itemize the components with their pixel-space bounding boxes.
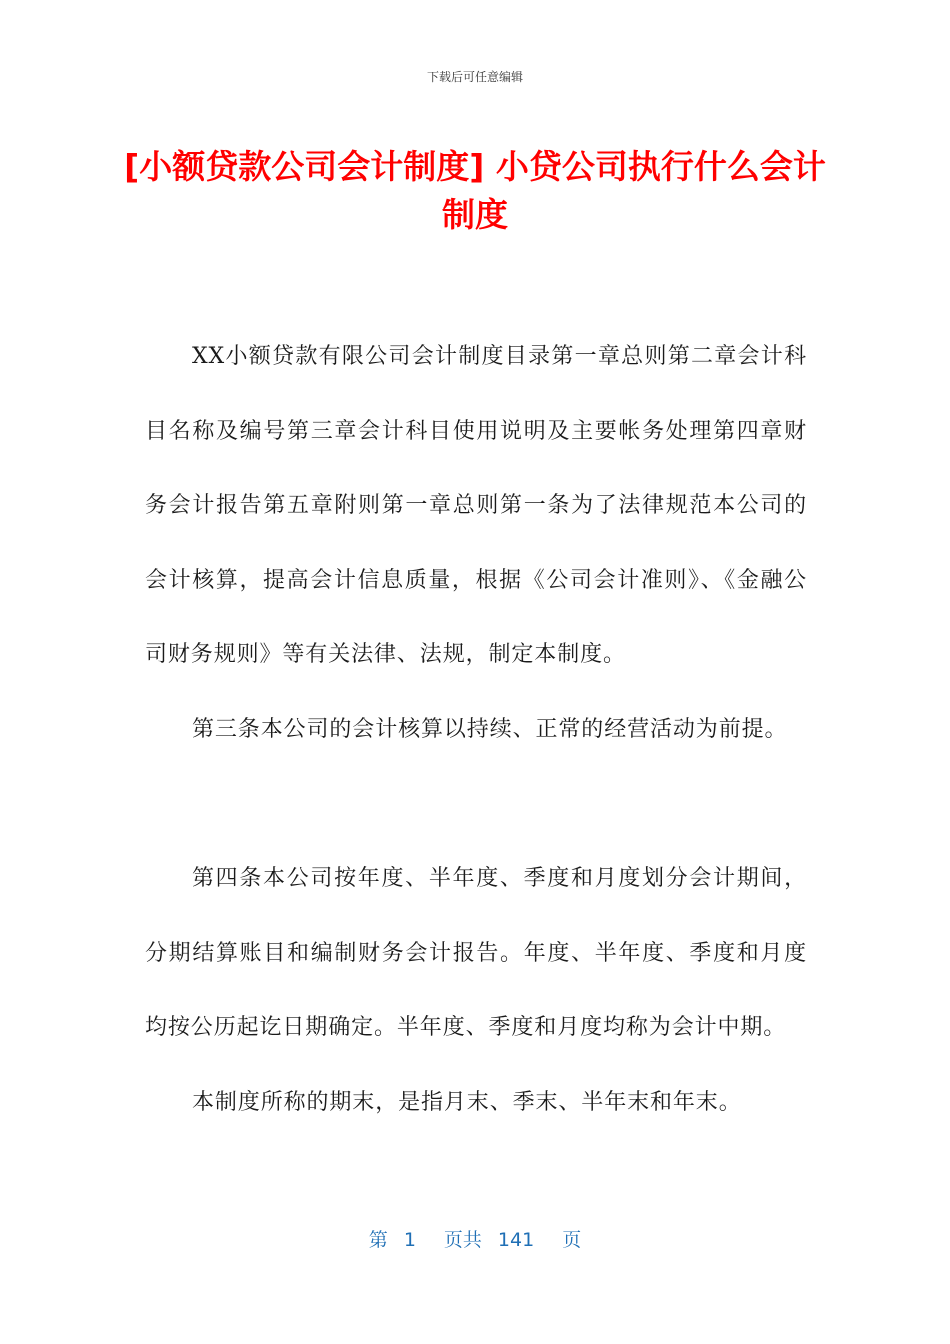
paragraph-3: 第四条本公司按年度、半年度、季度和月度划分会计期间，分期结算账目和编制财务会计报告。年度、半年度、季度和月度均按公历起讫日期确定。半年度、季度和月度均称为会计中期。: [145, 866, 807, 1040]
page-number: 1: [403, 1229, 416, 1251]
header-note: 下载后可任意编辑: [426, 70, 523, 84]
page-suffix: 页: [562, 1229, 582, 1251]
total-pages: 141: [497, 1229, 535, 1251]
paragraph-1: XX小额贷款有限公司会计制度目录第一章总则第二章会计科目名称及编号第三章会计科目使用说明及主要帐务处理第四章财务会计报告第五章附则第一章总则第一条为了法律规范本公司的会计核算，提高会计信息质量，根据《公司会计准则》、《金融公司财务规则》等有关法律、法规，制定本制度。: [145, 344, 807, 667]
page-footer: [0, 1225, 950, 1252]
page-middle: 页共: [443, 1229, 482, 1251]
document-body: [145, 320, 807, 1140]
document-title: [小额贷款公司会计制度] 小贷公司执行什么会计制度: [124, 147, 826, 234]
paragraph-4: 本制度所称的期末，是指月末、季末、半年末和年末。: [192, 1089, 742, 1115]
paragraph-2: 第三条本公司的会计核算以持续、正常的经营活动为前提。: [192, 716, 788, 742]
page-prefix: 第: [368, 1229, 388, 1251]
